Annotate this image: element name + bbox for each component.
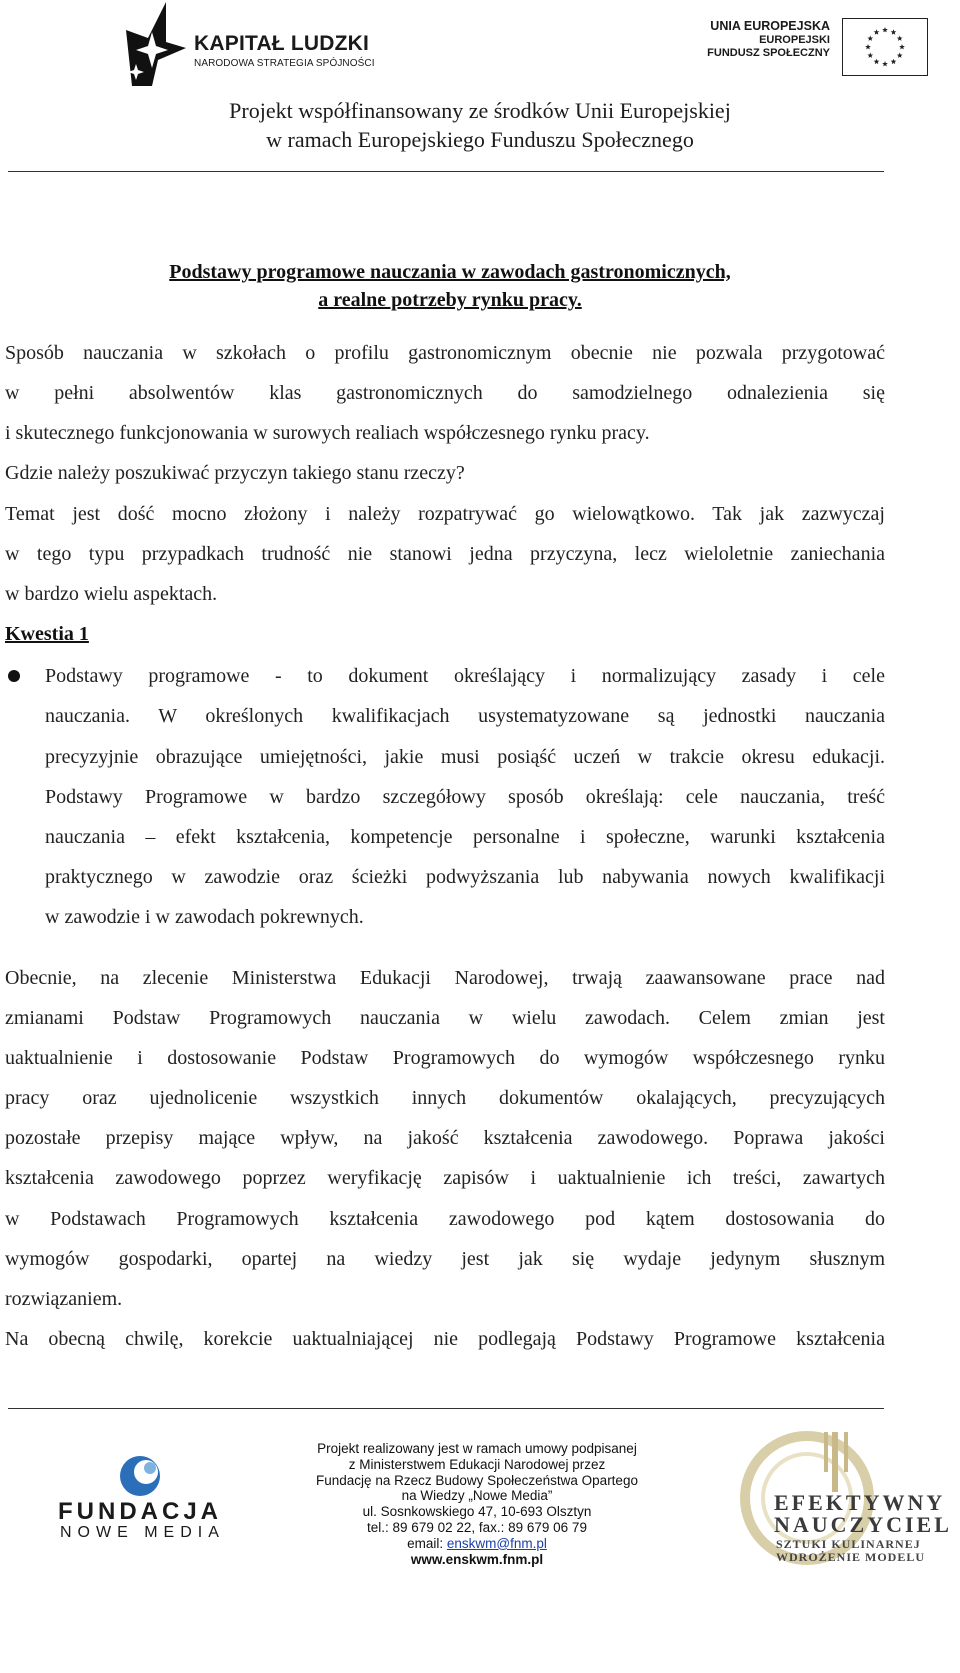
footer-info-line: Fundację na Rzecz Budowy Społeczeństwa Opartego xyxy=(316,1472,638,1488)
paragraph-line: uaktualnienie i dostosowanie Podstaw Programowych do wymogów współczesnego rynku xyxy=(5,1047,885,1069)
paragraph-line: Temat jest dość mocno złożony i należy rozpatrywać go wielowątkowo. Tak jak zazwyczaj xyxy=(5,503,885,525)
bullet-line: nauczania – efekt kształcenia, kompetencje personalne i społeczne, warunki kształcenia xyxy=(45,826,885,848)
nauczyciel-text: NAUCZYCIEL xyxy=(774,1512,952,1537)
footer-info-line: z Ministerstwem Edukacji Narodowej przez xyxy=(348,1456,606,1472)
bullet-line: w zawodzie i w zawodach pokrewnych. xyxy=(45,906,364,928)
paragraph-line: w Podstawach Programowych kształcenia zawodowego pod kątem dostosowania do xyxy=(5,1208,885,1230)
efektywny-nauczyciel-logo xyxy=(682,1428,952,1568)
paragraph-line: zmianami Podstaw Programowych nauczania w wielu zawodach. Celem zmian jest xyxy=(5,1007,885,1029)
paragraph-line: w tego typu przypadkach trudność nie stanowi jedna przyczyna, lecz wieloletnie zaniechania xyxy=(5,543,885,565)
website-link[interactable]: www.enskwm.fnm.pl xyxy=(410,1551,544,1567)
paragraph-line: wymogów gospodarki, opartej na wiedzy jest jak się wydaje jedynym słusznym xyxy=(5,1248,885,1270)
paragraph-line: Gdzie należy poszukiwać przyczyn takiego stanu rzeczy? xyxy=(5,462,465,484)
footer-email-line xyxy=(296,1536,658,1552)
efektywny-sub-line: SZTUKI KULINARNEJ xyxy=(776,1537,921,1551)
bullet-line: Podstawy Programowe w bardzo szczegółowy sposób określają: cele nauczania, treść xyxy=(45,786,885,808)
eu-line3: FUNDUSZ SPOŁECZNY xyxy=(707,47,830,59)
eu-star-icon xyxy=(874,29,880,34)
paragraph-line: kształcenia zawodowego poprzez weryfikację zapisów i uaktualnienie ich treści, zawartych xyxy=(5,1167,885,1189)
eu-star-icon xyxy=(897,36,903,41)
efektywny-subtitle xyxy=(776,1538,925,1564)
footer-info-line: na Wiedzy „Nowe Media” xyxy=(401,1488,553,1504)
paragraph-line: pozostałe przepisy mające wpływ, na jakość kształcenia zawodowego. Poprawa jakości xyxy=(5,1127,885,1149)
bullet-line: nauczania. W określonych kwalifikacjach usystematyzowane są jednostki nauczania xyxy=(45,705,885,727)
cofinanced-line1: Projekt współfinansowany ze środków Unii Europejskiej xyxy=(229,98,731,123)
fundacja-nowe-media-logo xyxy=(52,1452,252,1544)
document-title-line2: a realne potrzeby rynku pracy. xyxy=(318,289,582,311)
bullet-line: Podstawy programowe - to dokument określający i normalizujący zasady i cele xyxy=(45,665,885,687)
eu-line1: UNIA EUROPEJSKA xyxy=(710,19,830,33)
bullet-dot-icon xyxy=(8,670,20,682)
cofinanced-line2: w ramach Europejskiego Funduszu Społecznego xyxy=(266,127,694,152)
footer-info-line: tel.: 89 679 02 22, fax.: 89 679 06 79 xyxy=(367,1519,587,1535)
header-divider xyxy=(8,171,884,172)
email-label: email: xyxy=(407,1535,447,1551)
eu-line2: EUROPEJSKI xyxy=(759,33,830,46)
section-heading: Kwestia 1 xyxy=(5,623,89,645)
footer-info-line: Projekt realizowany jest w ramach umowy podpisanej xyxy=(317,1441,637,1456)
eu-star-icon xyxy=(867,53,873,58)
footer-divider xyxy=(8,1408,884,1409)
eu-text xyxy=(707,20,830,61)
document-title-line1: Podstawy programowe nauczania w zawodach gastronomicznych, xyxy=(169,261,731,283)
email-link[interactable]: enskwm@fnm.pl xyxy=(446,1535,547,1551)
footer-info-line: ul. Sosnkowskiego 47, 10-693 Olsztyn xyxy=(362,1504,592,1520)
efektywny-sub-line: WDROŻENIE MODELU xyxy=(776,1550,926,1564)
eu-logo xyxy=(648,18,928,78)
bullet-line: praktycznego w zawodzie oraz ścieżki podwyższania lub nabywania nowych kwalifikacji xyxy=(45,866,885,888)
paragraph-line: Sposób nauczania w szkołach o profilu gastronomicznym obecnie nie pozwala przygotować xyxy=(5,342,885,364)
nowe-media-swirl-icon xyxy=(52,1452,252,1498)
eu-star-icon xyxy=(874,59,880,64)
paragraph-line: pracy oraz ujednolicenie wszystkich innych dokumentów okalających, precyzujących xyxy=(5,1087,885,1109)
kapital-ludzki-subtitle: NARODOWA STRATEGIA SPÓJNOŚCI xyxy=(194,58,375,69)
paragraph-line: rozwiązaniem. xyxy=(5,1288,123,1310)
eu-flag-icon xyxy=(842,18,928,76)
kapital-ludzki-logo xyxy=(122,2,422,86)
kapital-ludzki-title: KAPITAŁ LUDZKI xyxy=(194,32,370,55)
paragraph-line: w bardzo wielu aspektach. xyxy=(5,583,218,605)
eu-star-icon xyxy=(891,59,897,64)
kapital-ludzki-star-icon xyxy=(122,2,192,86)
nowe-media-text: NOWE MEDIA xyxy=(60,1524,225,1541)
eu-star-icon xyxy=(891,29,897,34)
fundacja-text: FUNDACJA xyxy=(58,1498,222,1525)
paragraph-line: Na obecną chwilę, korekcie uaktualniającej nie podlegają Podstawy Programowe kształcenia xyxy=(5,1328,885,1350)
efektywny-text: EFEKTYWNY xyxy=(774,1490,946,1515)
paragraph-line: w pełni absolwentów klas gastronomicznych do samodzielnego odnalezienia się xyxy=(5,382,885,404)
eu-star-icon xyxy=(899,44,905,49)
footer-info xyxy=(296,1441,658,1567)
eu-star-icon xyxy=(882,27,888,32)
paragraph-line: Obecnie, na zlecenie Ministerstwa Edukacji Narodowej, trwają zaawansowane prace nad xyxy=(5,967,885,989)
paragraph-line: i skutecznego funkcjonowania w surowych realiach współczesnego rynku pracy. xyxy=(5,422,650,444)
eu-star-icon xyxy=(867,36,873,41)
bullet-line: precyzyjnie obrazujące umiejętności, jakie musi posiąść uczeń w trakcie okresu edukacji. xyxy=(45,746,885,768)
eu-star-icon xyxy=(882,61,888,66)
eu-star-icon xyxy=(897,53,903,58)
eu-star-icon xyxy=(865,44,871,49)
